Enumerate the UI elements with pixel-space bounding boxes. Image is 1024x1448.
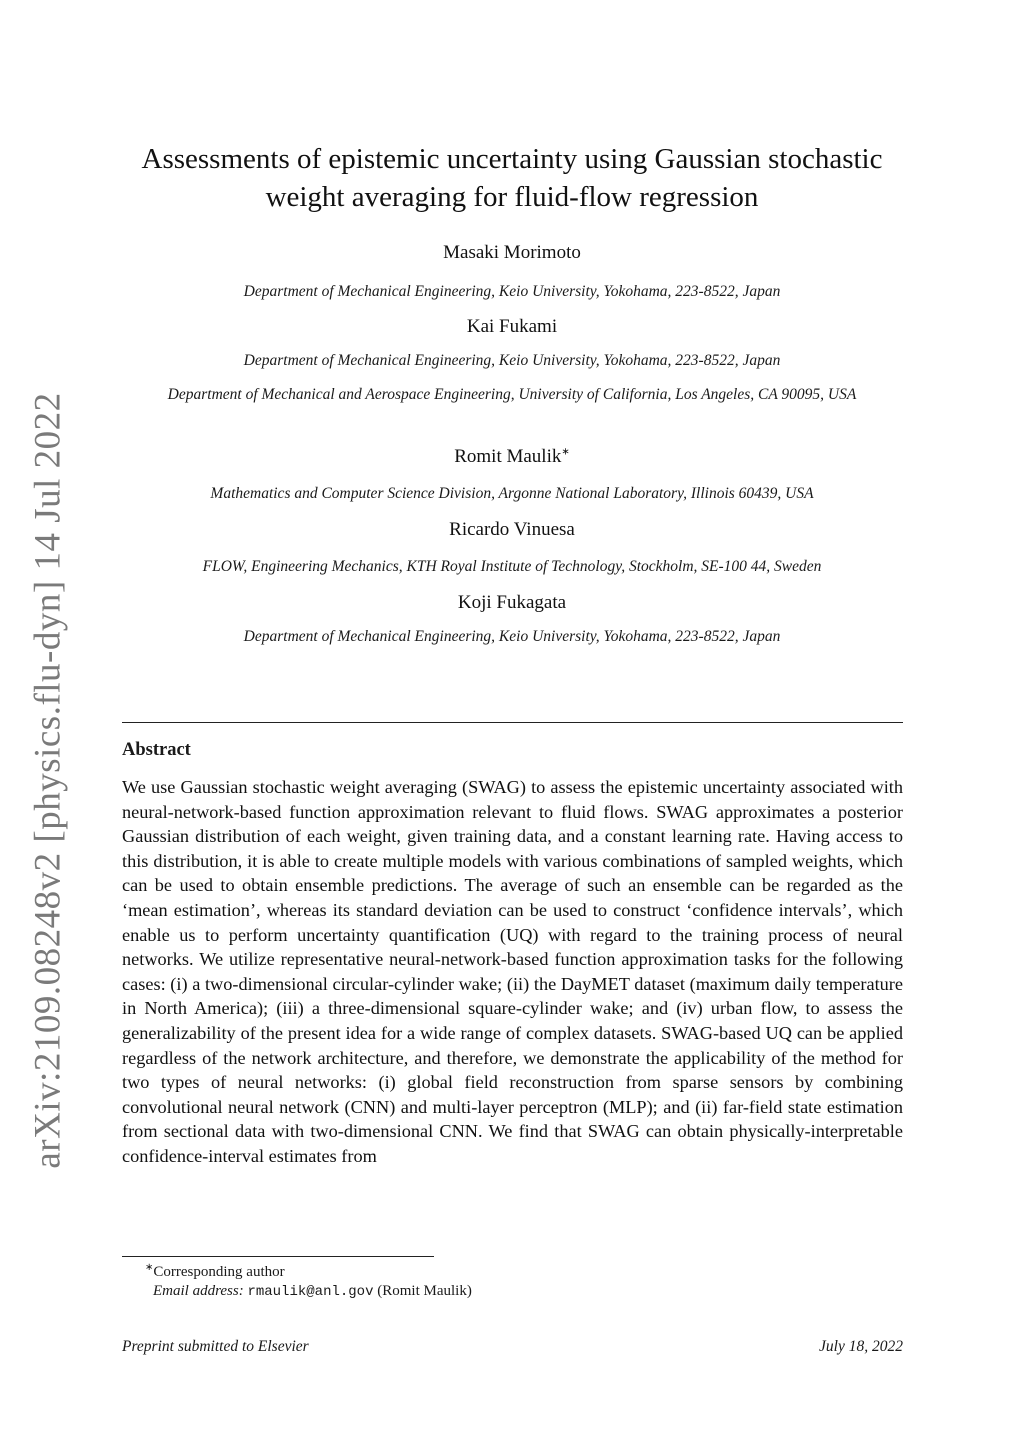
email-link[interactable]: rmaulik@anl.gov (247, 1284, 374, 1300)
author-name: Masaki Morimoto (443, 242, 581, 263)
author-name: Kai Fukami (466, 316, 558, 337)
author-affiliation: Department of Mechanical Engineering, Keio University, Yokohama, 223-8522, Japan (243, 628, 781, 645)
arxiv-id: arXiv:2109.08248v2 [physics.flu-dyn] 14 Jul 2022 (27, 391, 69, 1169)
arxiv-sidebar-stamp (26, 391, 70, 1169)
footnote-corresponding: ∗Corresponding author (145, 1262, 285, 1280)
author-name: Koji Fukagata (457, 592, 567, 613)
footnote-email: Email address: rmaulik@anl.gov (Romit Maulik) (153, 1283, 472, 1300)
author-affiliation: Mathematics and Computer Science Division, Argonne National Laboratory, Illinois 60439, USA (210, 485, 814, 502)
author-affiliation: FLOW, Engineering Mechanics, KTH Royal Institute of Technology, Stockholm, SE-100 44, Sweden (202, 558, 822, 575)
author-name: Ricardo Vinuesa (449, 519, 575, 540)
author-affiliation: Department of Mechanical Engineering, Keio University, Yokohama, 223-8522, Japan (243, 352, 781, 369)
author-name: Romit Maulik∗ (454, 446, 570, 467)
corresponding-marker: ∗ (561, 446, 570, 458)
author-affiliation: Department of Mechanical and Aerospace Engineering, University of California, Los Angeles, CA 90095, USA (167, 386, 857, 403)
abstract-top-rule (122, 722, 903, 723)
author-affiliation: Department of Mechanical Engineering, Keio University, Yokohama, 223-8522, Japan (243, 283, 781, 300)
abstract-text: We use Gaussian stochastic weight averaging (SWAG) to assess the epistemic uncertainty associated with neural-network-based function approximation relevant to fluid flows. SWAG approximates a posterior Gaussian distribution of each weight, given training data, and a constant learning rate. Having access to this distribution, it is able to create multiple models with various combinations of sampled weights, which can be used to obtain ensemble predictions. The average of such an ensemble can be regarded as the ‘mean estimation’, whereas its standard deviation can be used to construct ‘confidence intervals’, which enable us to perform uncertainty quantification (UQ) with regard to the training process of neural networks. We utilize representative neural-network-based function approximation tasks for the following cases: (i) a two-dimensional circular-cylinder wake; (ii) the DayMET dataset (maximum daily temperature in North America); (iii) a three-dimensional square-cylinder wake; and (iv) urban flow, to assess the generalizability of the present idea for a wide range of complex datasets. SWAG-based UQ can be applied regardless of the network architecture, and therefore, we demonstrate the applicability of the method for two types of neural networks: (i) global field reconstruction from sparse sensors by combining convolutional neural network (CNN) and multi-layer perceptron (MLP); and (ii) far-field state estimation from sectional data with two-dimensional CNN. We find that SWAG can obtain physically-interpretable confidence-interval estimates from (122, 777, 903, 1166)
footer-date: July 18, 2022 (819, 1338, 903, 1355)
footer-preprint: Preprint submitted to Elsevier (122, 1338, 309, 1355)
abstract-heading: Abstract (122, 740, 191, 760)
paper-title: Assessments of epistemic uncertainty using Gaussian stochastic weight averaging for fluid-flow regression (141, 143, 883, 213)
footnote-rule (122, 1256, 434, 1257)
